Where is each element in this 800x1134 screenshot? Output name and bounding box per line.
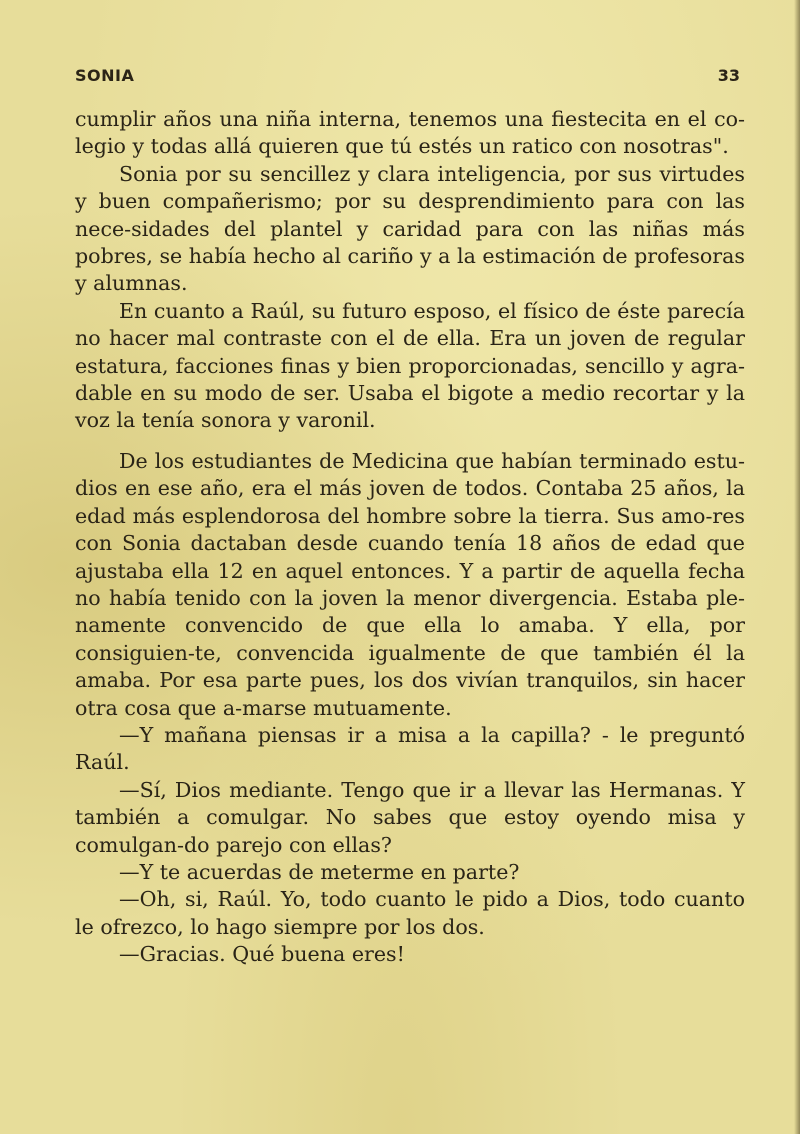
page-number: 33 xyxy=(717,66,740,85)
dialogue-line: —Y te acuerdas de meterme en parte? xyxy=(119,859,520,884)
paragraph: Sonia por su sencillez y clara inteligencia, por sus virtudes y buen compañerismo; por su desprendimiento para con las nece-sidades del plantel y caridad para con las niñas más pobres, se había hecho al cariño y a la estimación de profesoras y alumnas. xyxy=(75,161,745,296)
dialogue-line: —Sí, Dios mediante. Tengo que ir a llevar las Hermanas. Y también a comulgar. No sabes que estoy oyendo misa y comulgan-do parejo con ellas? xyxy=(75,777,745,857)
paragraph: En cuanto a Raúl, su futuro esposo, el físico de éste parecía no hacer mal contraste con el de ella. Era un joven de regular estatura, facciones finas y bien proporcionadas, sencillo y agra-dable en su modo de ser. Usaba el bigote a medio recortar y la voz la tenía sonora y varonil. xyxy=(75,298,745,433)
body-text xyxy=(75,106,745,969)
dialogue-line: —Y mañana piensas ir a misa a la capilla? - le preguntó Raúl. xyxy=(75,722,745,775)
page-edge-shadow xyxy=(794,0,800,1134)
running-head-title: SONIA xyxy=(75,66,135,85)
paragraph: cumplir años una niña interna, tenemos una fiestecita en el co-legio y todas allá quieren que tú estés un ratico con nosotras". xyxy=(75,107,745,159)
paragraph: De los estudiantes de Medicina que habían terminado estu-dios en ese año, era el más joven de todos. Contaba 25 años, la edad más esplendorosa del hombre sobre la tierra. Sus amo-res con Sonia dactaban desde cuando tenía 18 años de edad que ajustaba ella 12 en aquel entonces. Y a partir de aquella fecha no había tenido con la joven la menor divergencia. Estaba ple-namente convencido de que ella lo amaba. Y ella, por consiguien-te, convencida igualmente de que también él la amaba. Por esa parte pues, los dos vivían tranquilos, sin hacer otra cosa que a-marse mutuamente. xyxy=(75,448,745,720)
running-head xyxy=(75,66,740,90)
dialogue-line: —Gracias. Qué buena eres! xyxy=(119,942,405,967)
dialogue-line: —Oh, si, Raúl. Yo, todo cuanto le pido a Dios, todo cuanto le ofrezco, lo hago siempre por los dos. xyxy=(75,887,745,939)
